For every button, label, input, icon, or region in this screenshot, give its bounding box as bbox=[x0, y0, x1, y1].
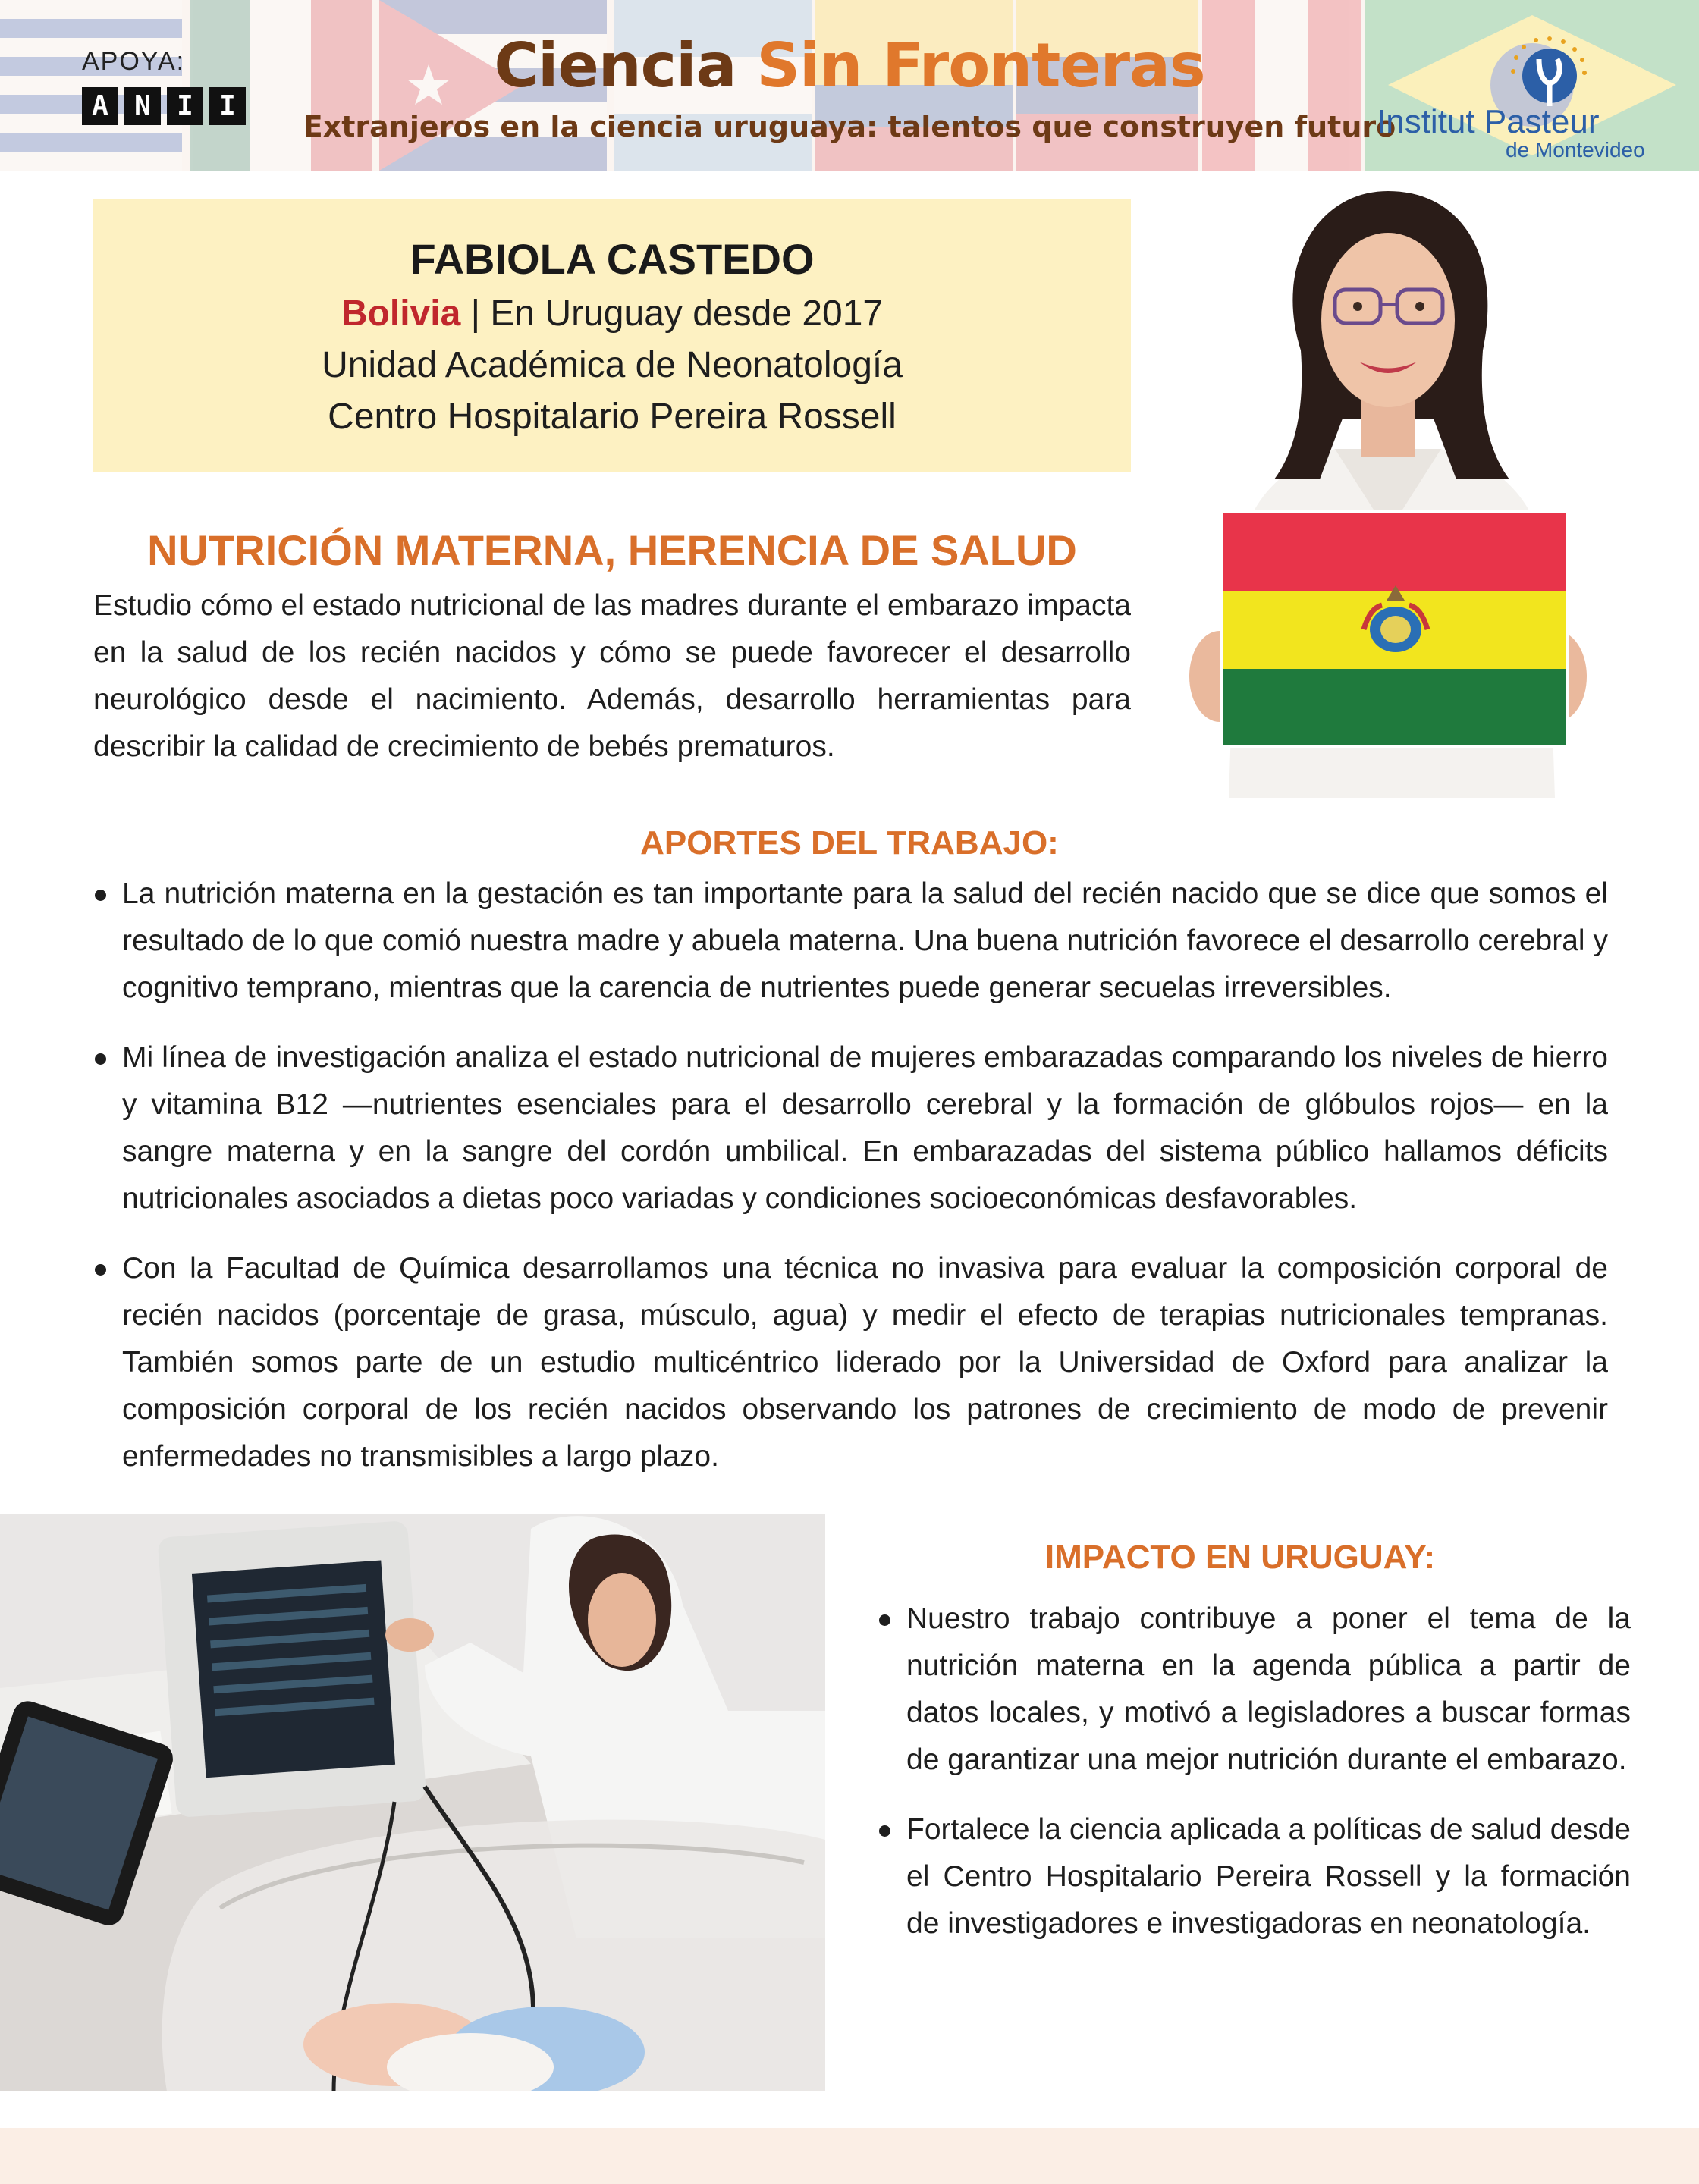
hospital-center: Centro Hospitalario Pereira Rossell bbox=[328, 397, 897, 437]
research-description: Estudio cómo el estado nutricional de las madres durante el embarazo impacta en la salud de los recién nacidos y cómo se puede favorecer el desarrollo neurológico desde el nacimiento. Además, desarrollo herramientas para describir la calidad de crecimiento de bebés prematuros. bbox=[93, 589, 1131, 763]
impact-item: Nuestro trabajo contribuye a poner el tema de la nutrición materna en la agenda pública a partir de datos locales, y motivó a legisladores a buscar formas de garantizar una mejor nutrición durante el embarazo. bbox=[878, 1596, 1631, 1784]
anii-letter: N bbox=[124, 87, 161, 125]
footer-band bbox=[0, 2128, 1699, 2184]
brand-title-part1: Ciencia bbox=[494, 30, 736, 101]
anii-letter: I bbox=[167, 87, 203, 125]
impact-item: Fortalece la ciencia aplicada a políticas de salud desde el Centro Hospitalario Pereira Rossell y la formación de investigadores e investigadoras en neonatología. bbox=[878, 1806, 1631, 1947]
contribution-item: Con la Facultad de Química desarrollamos una técnica no invasiva para evaluar la composición corporal de recién nacidos (porcentaje de grasa, músculo, agua) y medir el efecto de terapias nutricionales tempranas. También somos parte de un estudio multicéntrico liderado por la Universidad de Oxford para analizar la composición corporal de los recién nacidos observando los patrones de crecimiento de modo de prevenir enfermedades no transmisibles a largo plazo. bbox=[93, 1245, 1608, 1480]
institute-city: de Montevideo bbox=[1506, 138, 1645, 162]
researcher-name: FABIOLA CASTEDO bbox=[410, 235, 815, 283]
origin-separator: | bbox=[460, 293, 491, 334]
lab-photo bbox=[0, 1514, 825, 2091]
impact-title: IMPACTO EN URUGUAY: bbox=[1044, 1539, 1436, 1576]
researcher-portrait bbox=[1183, 176, 1593, 798]
pasteur-emblem-icon bbox=[1506, 36, 1589, 108]
country-name: Bolivia bbox=[341, 293, 461, 334]
institut-pasteur-logo bbox=[1377, 30, 1645, 162]
anii-letter: I bbox=[209, 87, 246, 125]
contribution-item: La nutrición materna en la gestación es tan importante para la salud del recién nacido que se dice que somos el resultado de lo que comió nuestra madre y abuela materna. Una buena nutrición favorece el desarrollo cerebral y cognitivo temprano, mientras que la carencia de nutrientes puede generar secuelas irreversibles. bbox=[93, 871, 1608, 1012]
contributions-title: APORTES DEL TRABAJO: bbox=[640, 824, 1059, 861]
impact-list bbox=[878, 1596, 1631, 1970]
contribution-item: Mi línea de investigación analiza el estado nutricional de mujeres embarazadas comparando los niveles de hierro y vitamina B12 —nutrientes esenciales para el desarrollo cerebral y la formación de glóbulos rojos— en la sangre materna y en la sangre del cordón umbilical. En embarazadas del sistema público hallamos déficits nutricionales asociados a dietas poco variadas y condiciones socioeconómicas desfavorables. bbox=[93, 1034, 1608, 1222]
contributions-list bbox=[93, 871, 1608, 1503]
origin-line bbox=[93, 288, 1131, 340]
header-banner bbox=[0, 0, 1699, 171]
research-title: NUTRICIÓN MATERNA, HERENCIA DE SALUD bbox=[147, 526, 1077, 574]
brand-subtitle: Extranjeros en la ciencia uruguaya: talentos que construyen futuro bbox=[303, 110, 1396, 143]
academic-unit: Unidad Académica de Neonatología bbox=[322, 345, 903, 385]
support-label: APOYA: bbox=[82, 47, 186, 76]
institute-name: Institut Pasteur bbox=[1377, 103, 1600, 140]
arrival-year: En Uruguay desde 2017 bbox=[490, 293, 884, 334]
profile-card bbox=[93, 199, 1131, 472]
brand-title-part2: Sin Fronteras bbox=[756, 30, 1205, 101]
anii-letter: A bbox=[82, 87, 118, 125]
